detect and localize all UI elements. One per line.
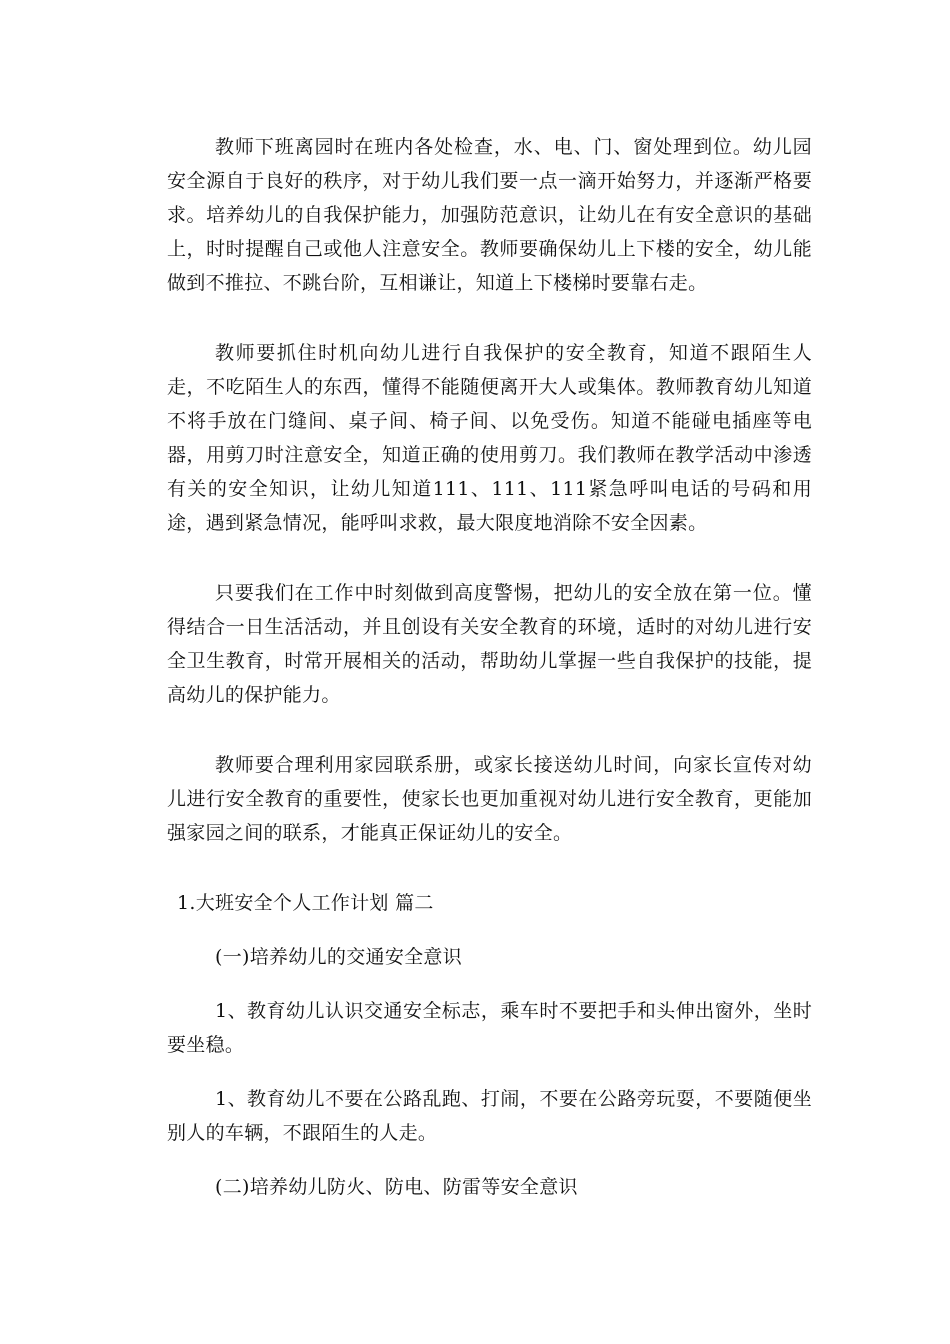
document-body	[167, 130, 812, 1224]
paragraph-4: 教师要合理利用家园联系册，或家长接送幼儿时间，向家长宣传对幼儿进行安全教育的重要性，使家长也更加重视对幼儿进行安全教育，更能加强家园之间的联系，才能真正保证幼儿的安全。	[167, 754, 812, 844]
list-item-2: 1、教育幼儿不要在公路乱跑、打闹，不要在公路旁玩耍，不要随便坐别人的车辆，不跟陌生的人走。	[167, 1088, 812, 1144]
subheading-fire-electric-safety: (二)培养幼儿防火、防电、防雷等安全意识	[215, 1176, 578, 1198]
list-item-1: 1、教育幼儿认识交通安全标志，乘车时不要把手和头伸出窗外，坐时要坐稳。	[167, 1000, 812, 1056]
paragraph-1: 教师下班离园时在班内各处检查，水、电、门、窗处理到位。幼儿园安全源自于良好的秩序，对于幼儿我们要一点一滴开始努力，并逐渐严格要求。培养幼儿的自我保护能力，加强防范意识，让幼儿在有安全意识的基础上，时时提醒自己或他人注意安全。教师要确保幼儿上下楼的安全，幼儿能做到不推拉、不跳台阶，互相谦让，知道上下楼梯时要靠右走。	[167, 136, 812, 294]
paragraph-3: 只要我们在工作中时刻做到高度警惕，把幼儿的安全放在第一位。懂得结合一日生活活动，并且创设有关安全教育的环境，适时的对幼儿进行安全卫生教育，时常开展相关的活动，帮助幼儿掌握一些自我保护的技能，提高幼儿的保护能力。	[167, 582, 812, 706]
paragraph-2: 教师要抓住时机向幼儿进行自我保护的安全教育，知道不跟陌生人走，不吃陌生人的东西，懂得不能随便离开大人或集体。教师教育幼儿知道不将手放在门缝间、桌子间、椅子间、以免受伤。知道不能碰电插座等电器，用剪刀时注意安全，知道正确的使用剪刀。我们教师在教学活动中渗透有关的安全知识，让幼儿知道111、111、111紧急呼叫电话的号码和用途，遇到紧急情况，能呼叫求救，最大限度地消除不安全因素。	[167, 342, 812, 534]
subheading-traffic-safety: (一)培养幼儿的交通安全意识	[215, 946, 463, 968]
section-heading: 1.大班安全个人工作计划 篇二	[177, 892, 434, 914]
